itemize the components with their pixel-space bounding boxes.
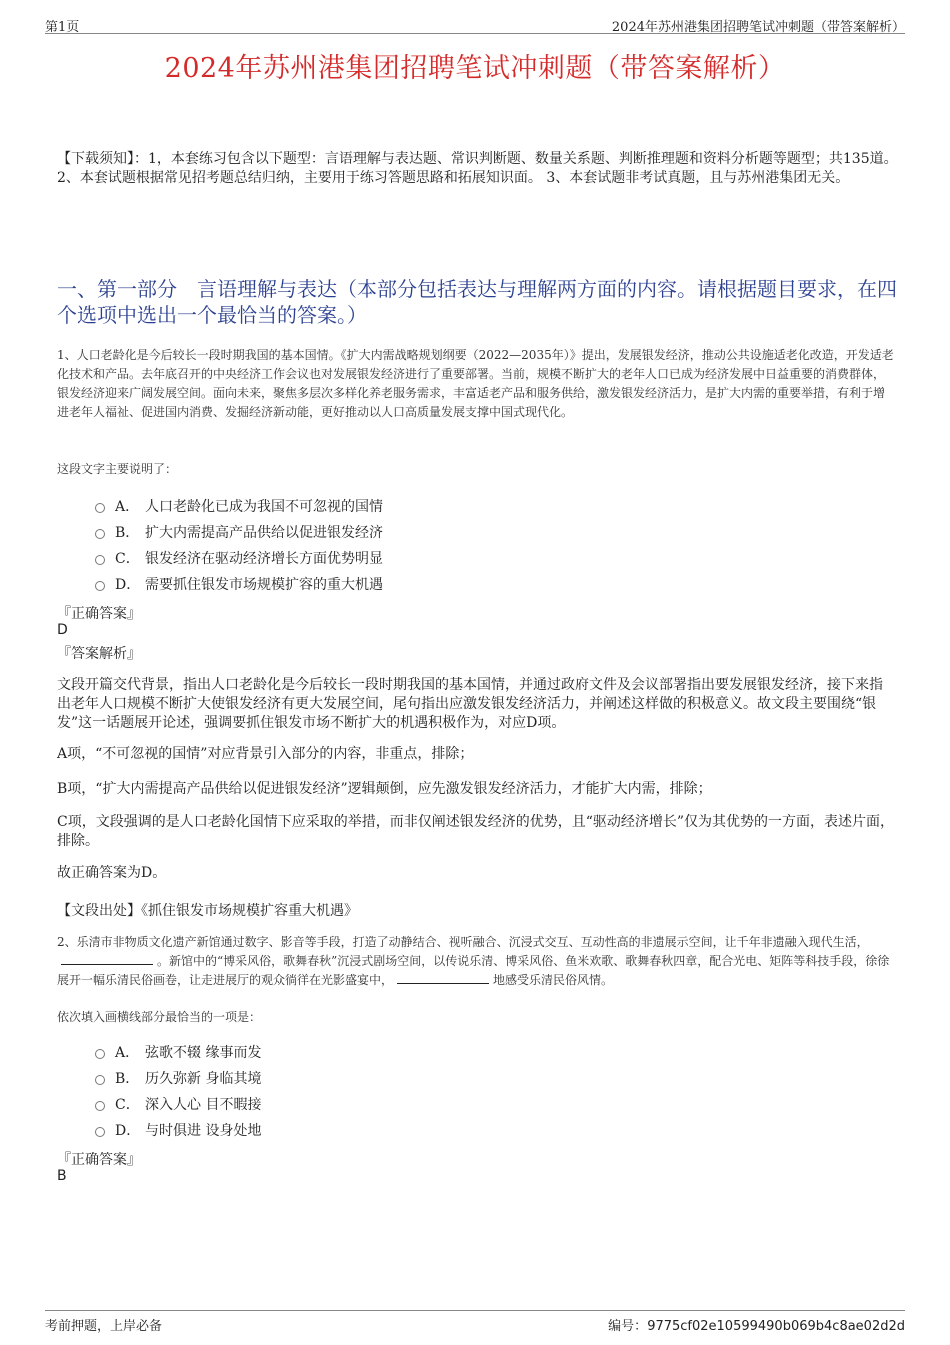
question-1-option-c[interactable]: C． 银发经济在驱动经济增长方面优势明显 — [95, 545, 383, 571]
question-1-analysis-label: 『答案解析』 — [57, 646, 141, 662]
question-1-analysis-main: 文段开篇交代背景，指出人口老龄化是今后较长一段时期我国的基本国情，并通过政府文件及会议部署指出要发展银发经济，接下来指出老年人口规模不断扩大使银发经济有更大发展空间，尾句指出应激发银发经济活力，并阐述这样做的积极意义。故文段主要围绕“银发”这一话题展开论述，强调要抓住银发市场不断扩大的机遇积极作为，对应D项。 — [57, 677, 883, 731]
question-1-analysis-a: A项，“不可忽视的国情”对应背景引入部分的内容，非重点，排除； — [57, 746, 474, 762]
fill-blank-2[interactable] — [397, 972, 489, 984]
question-1-answer-label: 『正确答案』 — [57, 606, 141, 622]
radio-icon[interactable] — [95, 1101, 105, 1111]
question-2-answer-label: 『正确答案』 — [57, 1152, 141, 1168]
question-2-option-d[interactable]: D． 与时俱进 设身处地 — [95, 1117, 261, 1143]
radio-icon[interactable] — [95, 1049, 105, 1059]
question-2-prompt: 依次填入画横线部分最恰当的一项是： — [57, 1010, 262, 1024]
question-1-analysis-conclusion: 故正确答案为D。 — [57, 865, 167, 881]
header-doc-name: 2024年苏州港集团招聘笔试冲刺题（带答案解析） — [611, 20, 905, 35]
question-2-options — [95, 1039, 261, 1143]
fill-blank-1[interactable] — [61, 953, 153, 965]
radio-icon[interactable] — [95, 503, 105, 513]
radio-icon[interactable] — [95, 555, 105, 565]
question-1-analysis-b: B项，“扩大内需提高产品供给以促进银发经济”逻辑颠倒，应先激发银发经济活力，才能扩大内需，排除； — [57, 781, 712, 797]
radio-icon[interactable] — [95, 529, 105, 539]
question-2-option-c[interactable]: C． 深入人心 目不暇接 — [95, 1091, 261, 1117]
radio-icon[interactable] — [95, 1127, 105, 1137]
question-2-option-b[interactable]: B． 历久弥新 身临其境 — [95, 1065, 261, 1091]
question-1-prompt: 这段文字主要说明了： — [57, 462, 178, 476]
question-1-option-d[interactable]: D． 需要抓住银发市场规模扩容的重大机遇 — [95, 571, 383, 597]
section-heading: 一、第一部分 言语理解与表达（本部分包括表达与理解两方面的内容。请根据题目要求，在四个选项中选出一个最恰当的答案。） — [57, 277, 897, 327]
question-2-text: 2、乐清市非物质文化遗产新馆通过数字、影音等手段，打造了动静结合、视听融合、沉浸式交互、互动性高的非遗展示空间，让千年非遗融入现代生活，。新馆中的“博采风俗，歌舞春秋”沉浸式剧场空间，以传说乐清、博采风俗、鱼米欢歌、歌舞春秋四章，配合光电、矩阵等科技手段，徐徐展开一幅乐清民俗画卷，让走进展厅的观众徜徉在光影盛宴中， 地感受乐清民俗风情。 — [57, 935, 890, 987]
question-1-options — [95, 493, 383, 597]
question-1-option-a[interactable]: A． 人口老龄化已成为我国不可忽视的国情 — [95, 493, 383, 519]
page-number: 第1页 — [45, 20, 80, 35]
footer-slogan: 考前押题，上岸必备 — [45, 1319, 163, 1334]
download-notice: 【下载须知】：1，本套练习包含以下题型：言语理解与表达题、常识判断题、数量关系题、判断推理题和资料分析题等题型；共135道。 2、本套试题根据常见招考题总结归纳，主要用于练习答题思路和拓展知识面。 3、本套试题非考试真题，且与苏州港集团无关。 — [57, 151, 898, 186]
document-title: 2024年苏州港集团招聘笔试冲刺题（带答案解析） — [164, 53, 786, 84]
question-1-text: 1、人口老龄化是今后较长一段时期我国的基本国情。《扩大内需战略规划纲要（2022—2035年）》提出，发展银发经济，推动公共设施适老化改造，开发适老化技术和产品。去年底召开的中央经济工作会议也对发展银发经济进行了重要部署。当前，规模不断扩大的老年人口已成为经济发展中日益重要的消费群体，银发经济迎来广阔发展空间。面向未来，聚焦多层次多样化养老服务需求，丰富适老产品和服务供给，激发银发经济活力，是扩大内需的重要举措，有利于增进老年人福祉、促进国内消费、发掘经济新动能，更好推动以人口高质量发展支撑中国式现代化。 — [57, 348, 894, 419]
question-1-source: 【文段出处】《抓住银发市场规模扩容重大机遇》 — [57, 903, 358, 919]
radio-icon[interactable] — [95, 581, 105, 591]
question-2-option-a[interactable]: A． 弦歌不辍 缘事而发 — [95, 1039, 261, 1065]
radio-icon[interactable] — [95, 1075, 105, 1085]
question-1-analysis-c: C项，文段强调的是人口老龄化国情下应采取的举措，而非仅阐述银发经济的优势，且“驱动经济增长”仅为其优势的一方面，表述片面，排除。 — [57, 814, 895, 849]
question-2-answer: B — [57, 1168, 67, 1184]
question-1-answer: D — [57, 622, 68, 638]
footer-code: 编号：9775cf02e10599490b069b4c8ae02d2d — [608, 1319, 905, 1334]
page-footer — [45, 1310, 905, 1334]
page-header — [45, 14, 905, 34]
question-1-option-b[interactable]: B． 扩大内需提高产品供给以促进银发经济 — [95, 519, 383, 545]
